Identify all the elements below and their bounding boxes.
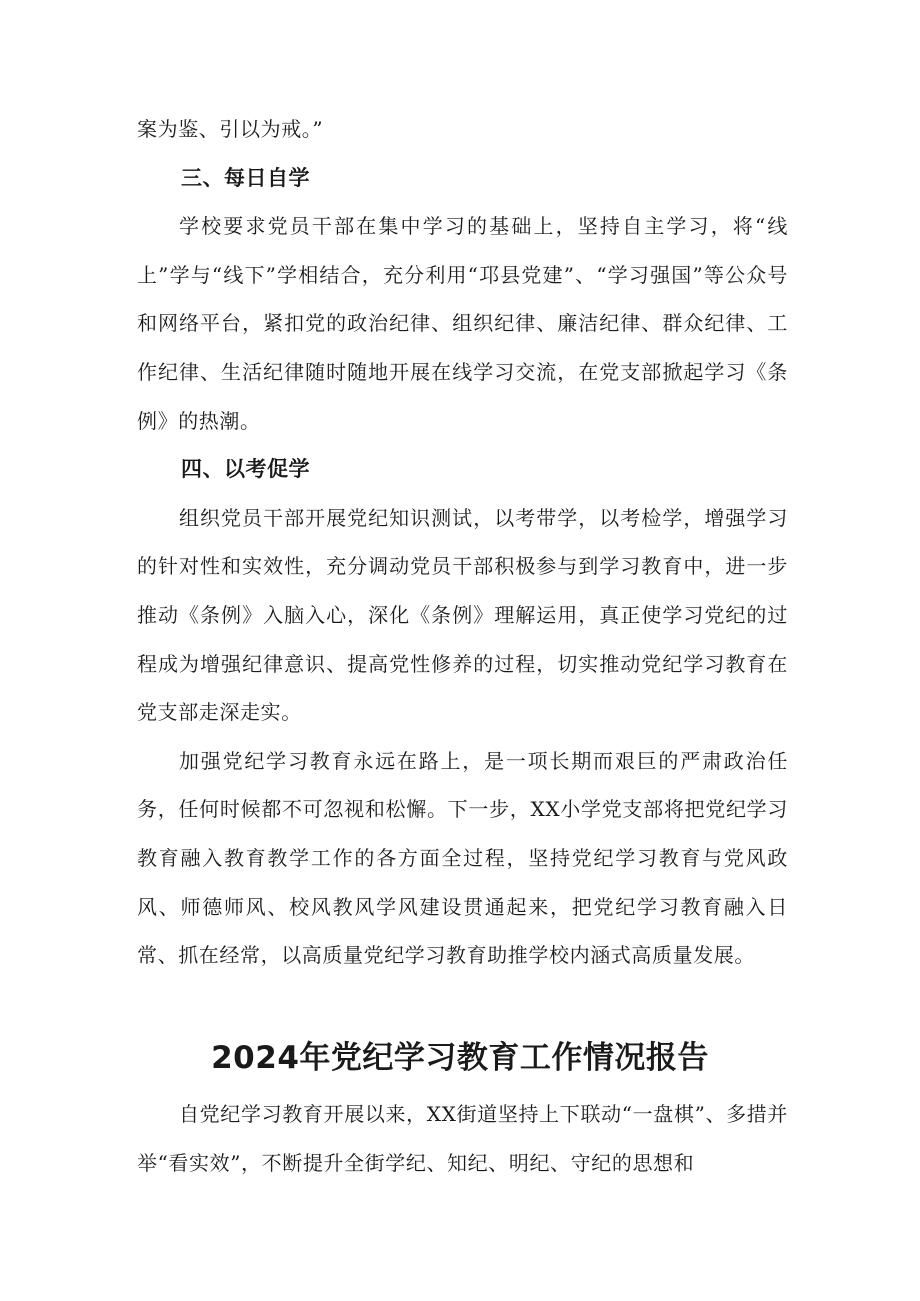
section-paragraph-exam-promotes-study: 组织党员干部开展党纪知识测试，以考带学，以考检学，增强学习的针对性和实效性，充分调动党员干部积极参与到学习教育中，进一步推动《条例》入脑入心，深化《条例》理解运用，真正使学习党纪的过程成为增强纪律意识、提高党性修养的过程，切实推动党纪学习教育在党支部走深走实。 <box>137 505 788 725</box>
section-paragraph-daily-self-study: 学校要求党员干部在集中学习的基础上，坚持自主学习，将“线上”学与“线下”学相结合，充分利用“邛县党建”、“学习强国”等公众号和网络平台，紧扣党的政治纪律、组织纪律、廉洁纪律、群众纪律、工作纪律、生活纪律随时随地开展在线学习交流，在党支部掀起学习《条例》的热潮。 <box>137 214 788 433</box>
report-title: 2024年党纪学习教育工作情况报告 <box>211 1040 709 1076</box>
closing-paragraph: 加强党纪学习教育永远在路上，是一项长期而艰巨的严肃政治任务，任何时候都不可忽视和松懈。下一步，XX小学党支部将把党纪学习教育融入教育教学工作的各方面全过程，坚持党纪学习教育与党风政风、师德师风、校风教风学风建设贯通起来，把党纪学习教育融入日常、抓在经常，以高质量党纪学习教育助推学校内涵式高质量发展。 <box>137 748 788 968</box>
second-report-intro-paragraph: 自党纪学习教育开展以来，XX街道坚持上下联动“一盘棋”、多措并举“看实效”，不断提升全街学纪、知纪、明纪、守纪的思想和 <box>137 1102 788 1175</box>
section-heading-exam-promotes-study: 四、以考促学 <box>181 457 310 482</box>
previous-paragraph-tail: 案为鉴、引以为戒。” <box>137 117 324 141</box>
second-report-body <box>137 1090 788 1187</box>
report-body <box>137 105 788 980</box>
section-heading-daily-self-study: 三、每日自学 <box>181 165 310 190</box>
